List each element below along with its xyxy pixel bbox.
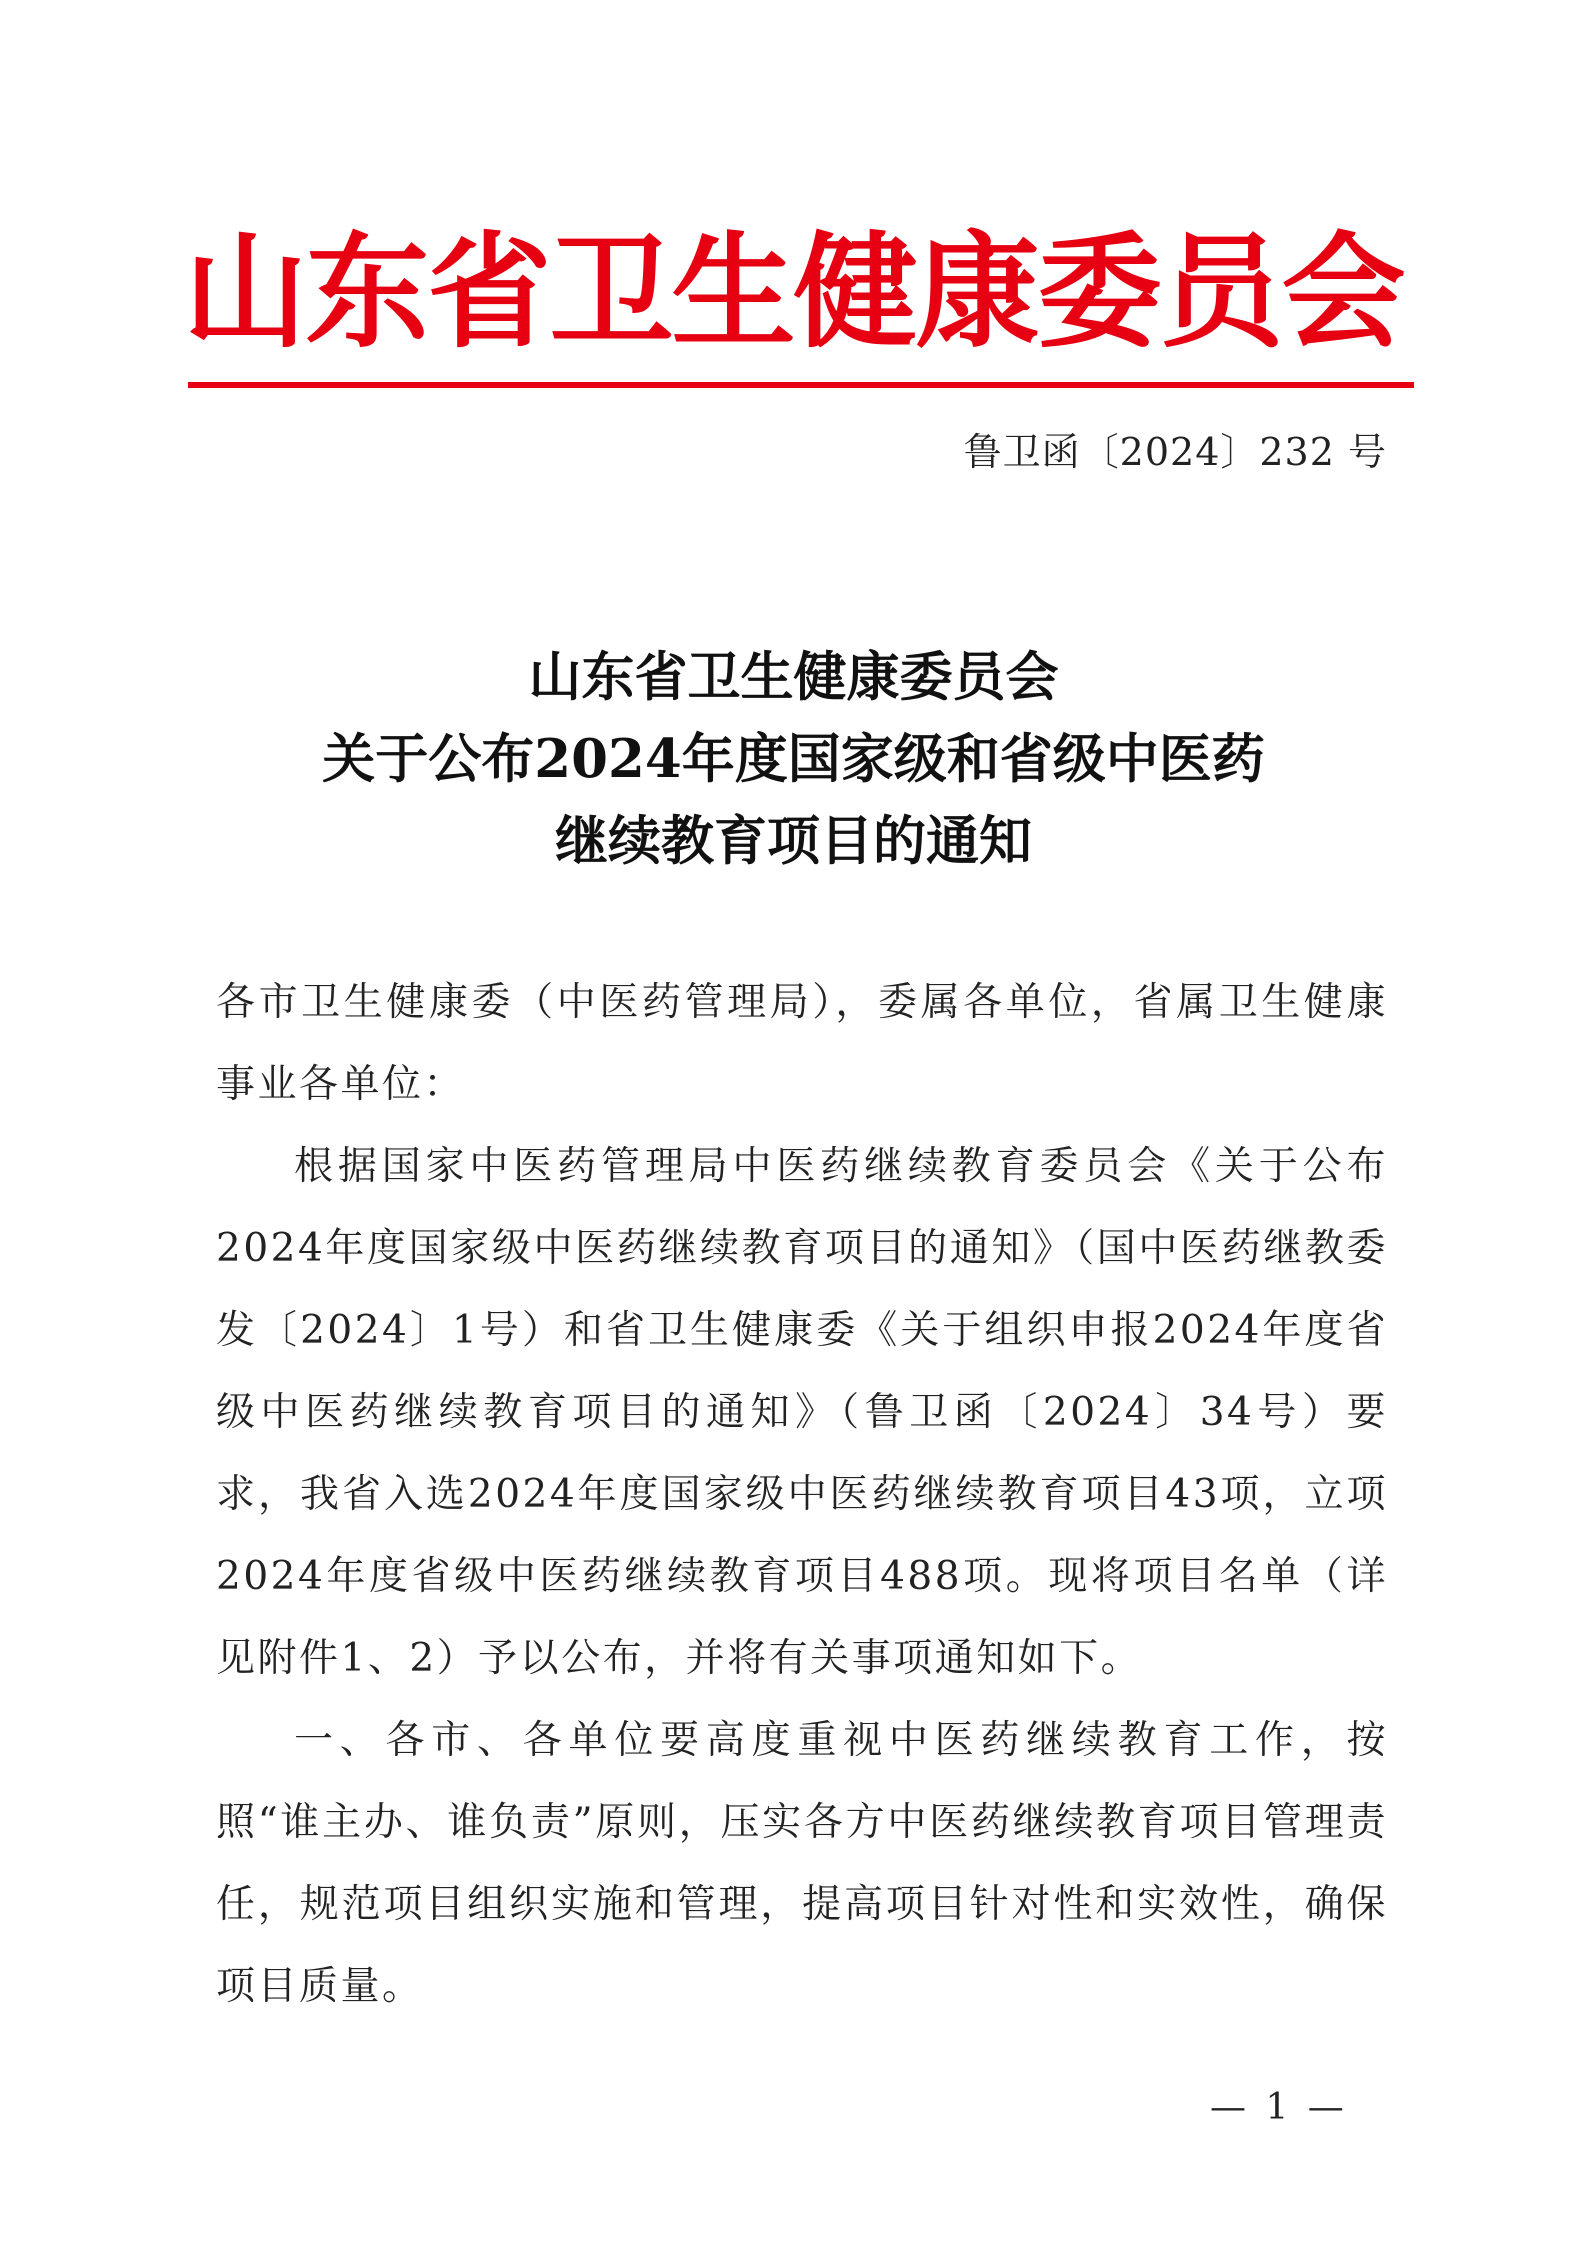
notice-title-line-1: 山东省卫生健康委员会 xyxy=(528,646,1059,708)
body-paragraph-1: 根据国家中医药管理局中医药继续教育委员会《关于公布2024年度国家级中医药继续教育项目的通知》（国中医药继教委发〔2024〕1号）和省卫生健康委《关于组织申报2024年度省级中医药继续教育项目的通知》（鲁卫函〔2024〕34号）要求，我省入选2024年度国家级中医药继续教育项目43项，立项2024年度省级中医药继续教育项目488项。现将项目名单（详见附件1、2）予以公布，并将有关事项通知如下。 xyxy=(216,1144,1388,1681)
notice-title-line-2: 关于公布2024年度国家级和省级中医药 xyxy=(322,728,1265,790)
notice-title-line-3: 继续教育项目的通知 xyxy=(555,810,1032,872)
addressee-paragraph: 各市卫生健康委（中医药管理局），委属各单位，省属卫生健康事业各单位： xyxy=(216,980,1388,1107)
page-number: — 1 — xyxy=(1210,2087,1348,2128)
body-paragraph-2: 一、各市、各单位要高度重视中医药继续教育工作，按照“谁主办、谁负责”原则，压实各方中医药继续教育项目管理责任，规范项目组织实施和管理，提高项目针对性和实效性，确保项目质量。 xyxy=(216,1718,1388,2009)
document-number: 鲁卫函〔2024〕232 号 xyxy=(963,430,1387,474)
red-divider-line xyxy=(188,382,1414,388)
notice-title xyxy=(0,636,1587,882)
notice-body xyxy=(216,962,1388,2028)
issuer-masthead: 山东省卫生健康委员会 xyxy=(183,221,1404,365)
